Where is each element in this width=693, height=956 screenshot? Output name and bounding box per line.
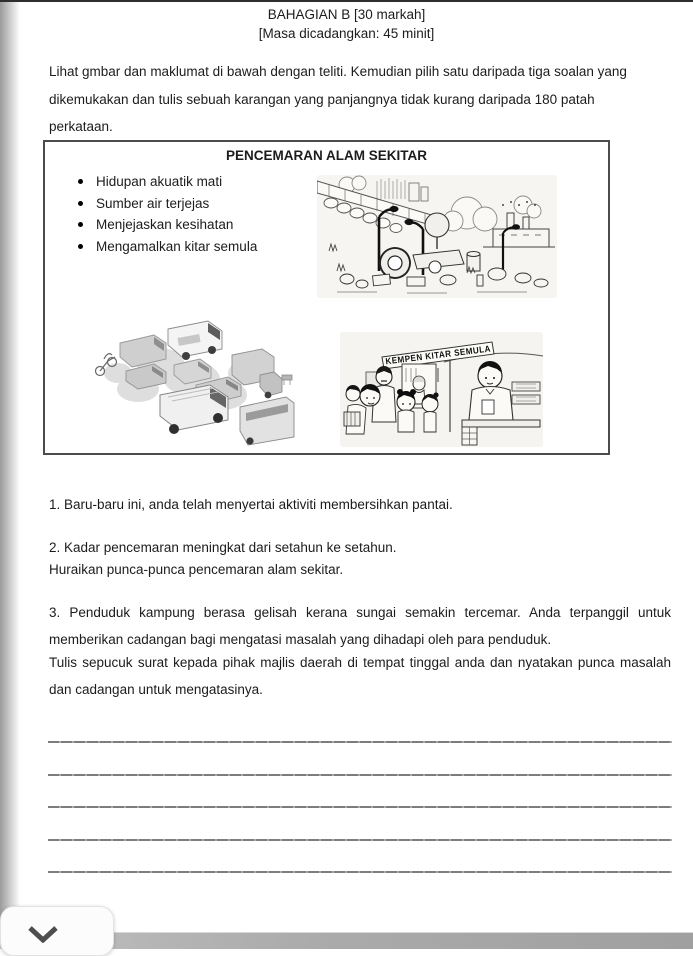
- answer-line: [48, 871, 672, 873]
- bullet-item: Hidupan akuatik mati: [75, 171, 257, 193]
- question-2-instruction: Huraikan punca-punca pencemaran alam sekitar.: [49, 562, 344, 577]
- question-1: 1. Baru-baru ini, anda telah menyertai aktiviti membersihkan pantai.: [49, 497, 453, 512]
- page-top-edge: [0, 0, 693, 2]
- bullet-item: Mengamalkan kitar semula: [75, 236, 257, 258]
- polluted-river-illustration: [317, 175, 557, 298]
- bullet-item: Sumber air terjejas: [75, 193, 257, 215]
- stimulus-title: PENCEMARAN ALAM SEKITAR: [226, 148, 427, 163]
- stimulus-box: [43, 140, 610, 455]
- answer-line: [48, 774, 672, 776]
- question-3-instruction: Tulis sepucuk surat kepada pihak majlis daerah di tempat tinggal anda dan nyatakan punca masalah dan cadangan untuk mengatasinya.: [49, 655, 671, 697]
- question-3: 3. Penduduk kampung berasa gelisah kerana sungai semakin tercemar. Anda terpanggil untuk memberikan cadangan bagi mengatasi masalah yang dihadapi oleh para penduduk.: [49, 605, 671, 647]
- recycling-campaign-illustration: [340, 332, 543, 447]
- answer-line: [48, 741, 672, 743]
- page-left-shadow: [0, 0, 20, 932]
- banner-text: KEMPEN KITAR SEMULA: [384, 342, 504, 367]
- answer-line: [48, 806, 672, 808]
- bullet-item: Menjejaskan kesihatan: [75, 214, 257, 236]
- scroll-down-button[interactable]: [0, 906, 114, 956]
- traffic-jam-illustration: [88, 317, 298, 447]
- stimulus-bullet-list: [75, 171, 257, 257]
- chevron-down-icon: [27, 925, 59, 943]
- instruction-text: Lihat gmbar dan maklumat di bawah dengan teliti. Kemudian pilih satu daripada tiga soalan yang dikemukakan dan tulis sebuah karangan yang panjangnya tidak kurang daripada 180 patah perkataan.: [49, 64, 627, 134]
- section-time-note: [Masa dicadangkan: 45 minit]: [258, 26, 435, 41]
- section-heading: BAHAGIAN B [30 markah]: [267, 7, 426, 22]
- answer-lines: [48, 741, 672, 904]
- answer-line: [48, 839, 672, 841]
- question-2: 2. Kadar pencemaran meningkat dari setahun ke setahun.: [49, 540, 397, 555]
